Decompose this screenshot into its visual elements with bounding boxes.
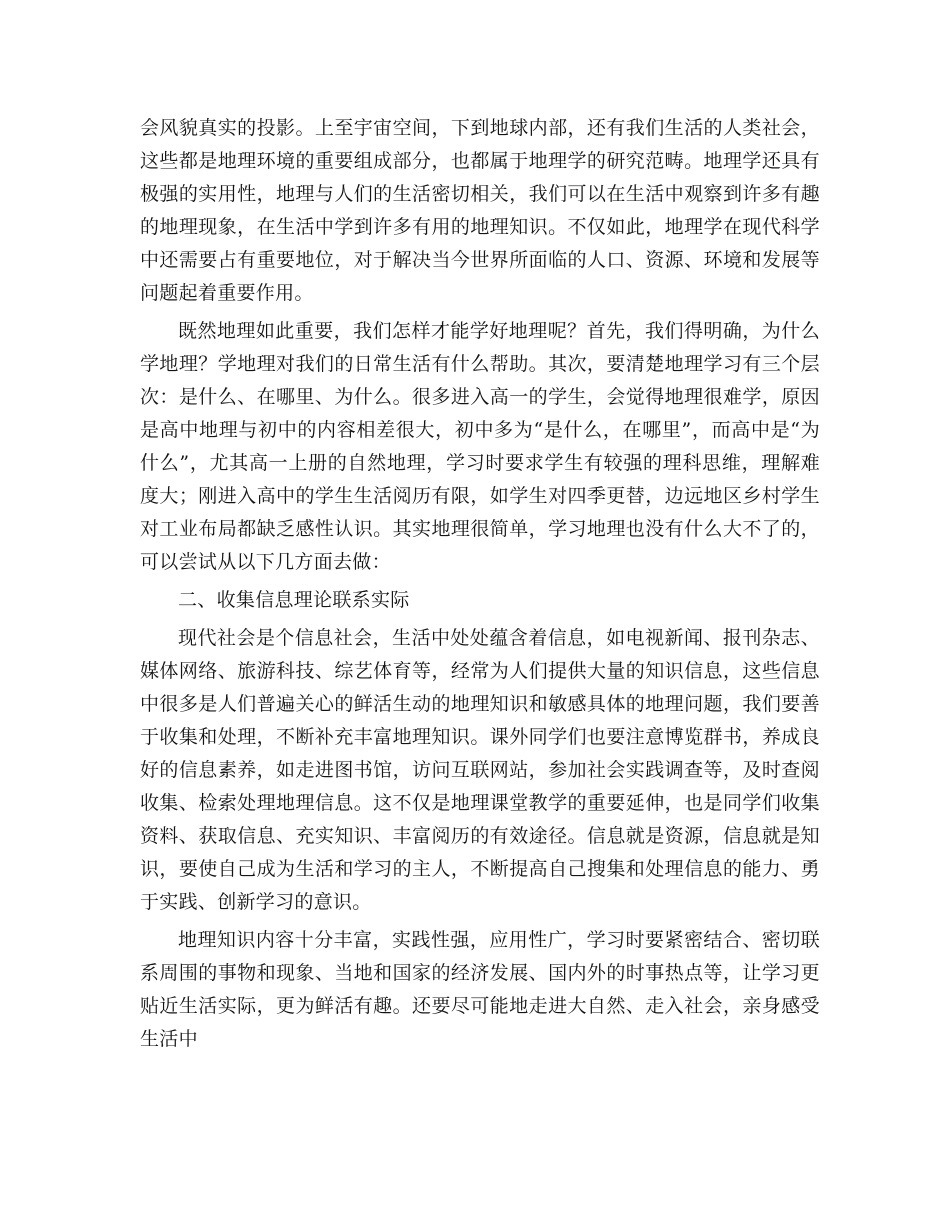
section-heading: 二、收集信息理论联系实际 (178, 589, 410, 611)
paragraph-practical-knowledge: 地理知识内容十分丰富，实践性强，应用性广，学习时要紧密结合、密切联系周围的事物和现象、当地和国家的经济发展、国内外的时事热点等，让学习更贴近生活实际，更为鲜活有趣。还要尽可能地走进大自然、走入社会，亲身感受生活中 (140, 929, 820, 1050)
paragraph-continuation: 会风貌真实的投影。上至宇宙空间，下到地球内部，还有我们生活的人类社会，这些都是地理环境的重要组成部分，也都属于地理学的研究范畴。地理学还具有极强的实用性，地理与人们的生活密切相关，我们可以在生活中观察到许多有趣的地理现象，在生活中学到许多有用的地理知识。不仅如此，地理学在现代科学中还需要占有重要地位，对于解决当今世界所面临的人口、资源、环境和发展等问题起着重要作用。 (140, 117, 820, 304)
paragraph-information-society: 现代社会是个信息社会，生活中处处蕴含着信息，如电视新闻、报刊杂志、媒体网络、旅游科技、综艺体育等，经常为人们提供大量的知识信息，这些信息中很多是人们普遍关心的鲜活生动的地理知识和敏感具体的地理问题，我们要善于收集和处理，不断补充丰富地理知识。课外同学们也要注意博览群书，养成良好的信息素养，如走进图书馆，访问互联网站，参加社会实践调查等，及时查阅收集、检索处理地理信息。这不仅是地理课堂教学的重要延伸，也是同学们收集资料、获取信息、充实知识、丰富阅历的有效途径。信息就是资源，信息就是知识，要使自己成为生活和学习的主人，不断提高自己搜集和处理信息的能力、勇于实践、创新学习的意识。 (140, 627, 820, 913)
paragraph-how-to-learn: 既然地理如此重要，我们怎样才能学好地理呢？首先，我们得明确，为什么学地理？学地理对我们的日常生活有什么帮助。其次，要清楚地理学习有三个层次：是什么、在哪里、为什么。很多进入高一的学生，会觉得地理很难学，原因是高中地理与初中的内容相差很大，初中多为“是什么，在哪里”，而高中是“为什么”，尤其高一上册的自然地理，学习时要求学生有较强的理科思维，理解难度大；刚进入高中的学生生活阅历有限，如学生对四季更替，边远地区乡村学生对工业布局都缺乏感性认识。其实地理很简单，学习地理也没有什么大不了的，可以尝试从以下几方面去做： (140, 320, 820, 573)
document-body (140, 112, 820, 1056)
